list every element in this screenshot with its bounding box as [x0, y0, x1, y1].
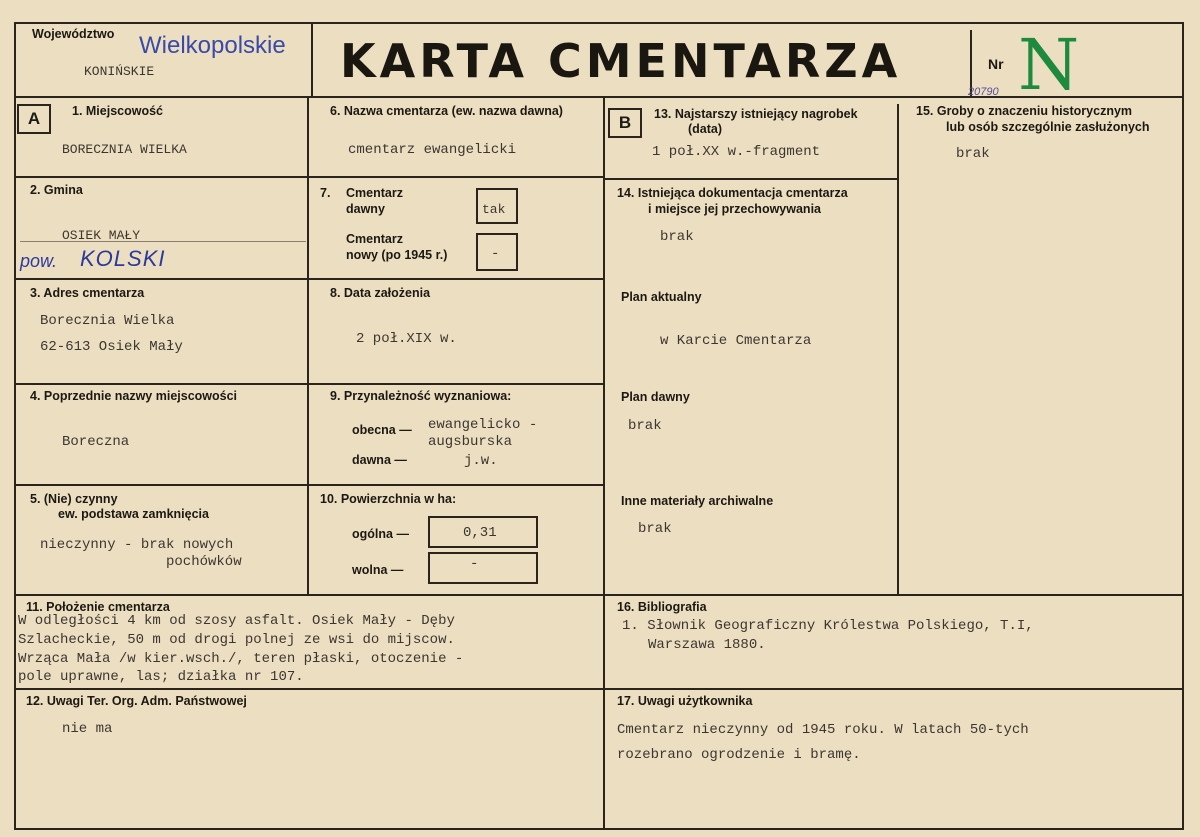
field-17-label: 17. Uwagi użytkownika	[617, 694, 753, 708]
field-11-line3: Wrząca Mała /w kier.wsch./, teren płaski, otoczenie -	[18, 651, 464, 667]
field-6-value: cmentarz ewangelicki	[348, 142, 517, 158]
field-12-value: nie ma	[62, 721, 113, 737]
section-a-marker: A	[17, 104, 51, 134]
field-14-value: brak	[660, 229, 694, 245]
field-11-line2: Szlacheckie, 50 m od drogi polnej ze wsi do mijscow.	[18, 632, 455, 648]
field-5-label-1: 5. (Nie) czynny	[30, 492, 118, 506]
nr-label: Nr	[988, 56, 1004, 72]
field-4-value: Boreczna	[62, 434, 130, 450]
wojewodztwo-label: Województwo	[32, 27, 115, 41]
field-2-label: 2. Gmina	[30, 183, 83, 197]
frame-left	[14, 22, 16, 830]
field-16-line2: Warszawa 1880.	[648, 637, 766, 653]
field-11-line1: W odległości 4 km od szosy asfalt. Osiek Mały - Dęby	[18, 613, 455, 629]
field-1-value: BORECZNIA WIELKA	[62, 142, 187, 157]
field-10-ogolna-value: 0,31	[463, 525, 497, 541]
field-9-obecna-line1: ewangelicko -	[428, 417, 538, 433]
row-line-2	[14, 278, 605, 280]
field-13-value: 1 poł.XX w.-fragment	[652, 144, 821, 160]
field-8-value: 2 poł.XIX w.	[356, 331, 457, 347]
field-9-label: 9. Przynależność wyznaniowa:	[330, 389, 512, 403]
row-line-4	[14, 484, 605, 486]
field-15-value: brak	[956, 146, 990, 162]
header-divider	[14, 96, 1184, 98]
field-10-label: 10. Powierzchnia w ha:	[320, 492, 457, 506]
field-16-line1: 1. Słownik Geograficzny Królestwa Polskiego, T.I,	[622, 618, 1034, 634]
wojewodztwo-value: KONIŃSKIE	[84, 64, 155, 79]
inne-materialy-label: Inne materiały archiwalne	[621, 494, 774, 508]
field-7-dawny-value: tak	[482, 202, 506, 217]
field-7-dawny-label-1: Cmentarz	[346, 186, 403, 200]
field-14-label-1: 14. Istniejąca dokumentacja cmentarza	[617, 186, 848, 200]
plan-dawny-value: brak	[628, 418, 662, 434]
plan-aktualny-value: w Karcie Cmentarza	[660, 333, 812, 349]
field-3-label: 3. Adres cmentarza	[30, 286, 145, 300]
nr-letter: N	[1018, 24, 1080, 106]
field-6-label: 6. Nazwa cmentarza (ew. nazwa dawna)	[330, 104, 563, 118]
row-line-5	[14, 594, 1184, 596]
field-9-dawna-label: dawna —	[352, 453, 407, 467]
field-4-label: 4. Poprzednie nazwy miejscowości	[30, 389, 238, 403]
field-11-line4: pole uprawne, las; działka nr 107.	[18, 669, 304, 685]
field-5-line1: nieczynny - brak nowych	[40, 537, 234, 553]
field-15-label-2: lub osób szczególnie zasłużonych	[946, 120, 1150, 134]
field-3-line1: Borecznia Wielka	[40, 313, 175, 329]
plan-dawny-label: Plan dawny	[621, 390, 690, 404]
row-line-14	[603, 178, 899, 180]
field-13-label-2: (data)	[688, 122, 723, 136]
field-9-dawna-value: j.w.	[464, 453, 498, 469]
field-10-ogolna-label: ogólna —	[352, 527, 409, 541]
row-line-1	[14, 176, 605, 178]
field-12-label: 12. Uwagi Ter. Org. Adm. Państwowej	[26, 694, 247, 708]
field-7-label: 7.	[320, 186, 331, 200]
page-title: KARTA CMENTARZA	[340, 34, 902, 88]
field-10-wolna-box	[428, 552, 538, 584]
field-17-line2: rozebrano ogrodzenie i bramę.	[617, 747, 861, 763]
row-line-3	[14, 383, 605, 385]
province-stamp: Wielkopolskie	[139, 32, 286, 59]
section-b-marker: B	[608, 108, 642, 138]
field-7-nowy-value: -	[491, 246, 500, 262]
field-2-hand-value: KOLSKI	[80, 246, 166, 271]
field-15-label-1: 15. Groby o znaczeniu historycznym	[916, 104, 1133, 118]
field-10-wolna-label: wolna —	[352, 563, 404, 577]
field-7-nowy-label-1: Cmentarz	[346, 232, 403, 246]
field-11-label: 11. Położenie cmentarza	[26, 600, 170, 614]
frame-top	[14, 22, 1184, 24]
field-1-label: 1. Miejscowość	[72, 104, 164, 118]
field-14-label-2: i miejsce jej przechowywania	[648, 202, 821, 216]
field-17-line1: Cmentarz nieczynny od 1945 roku. W latach 50-tych	[617, 722, 1029, 738]
frame-bottom	[14, 828, 1184, 830]
field-7-nowy-label-2: nowy (po 1945 r.)	[346, 248, 448, 262]
header-divider-v1	[311, 22, 313, 98]
field-5-line2: pochówków	[166, 554, 242, 570]
field-7-dawny-label-2: dawny	[346, 202, 385, 216]
field-2-value: OSIEK MAŁY	[62, 228, 141, 243]
plan-aktualny-label: Plan aktualny	[621, 290, 702, 304]
inne-materialy-value: brak	[638, 521, 672, 537]
field-9-obecna-label: obecna —	[352, 423, 412, 437]
field-3-line2: 62-613 Osiek Mały	[40, 339, 183, 355]
col-divider-1	[307, 96, 309, 596]
row-line-6	[14, 688, 1184, 690]
field-8-label: 8. Data założenia	[330, 286, 431, 300]
field-9-obecna-line2: augsburska	[428, 434, 513, 450]
field-2-hand-prefix: pow.	[20, 251, 58, 271]
nr-number: 20790	[968, 86, 999, 98]
col-divider-2	[603, 96, 605, 830]
field-16-label: 16. Bibliografia	[617, 600, 707, 614]
frame-right	[1182, 22, 1184, 830]
field-5-label-2: ew. podstawa zamknięcia	[58, 507, 209, 521]
field-10-wolna-value: -	[470, 556, 479, 572]
field-13-label-1: 13. Najstarszy istniejący nagrobek	[654, 107, 858, 121]
